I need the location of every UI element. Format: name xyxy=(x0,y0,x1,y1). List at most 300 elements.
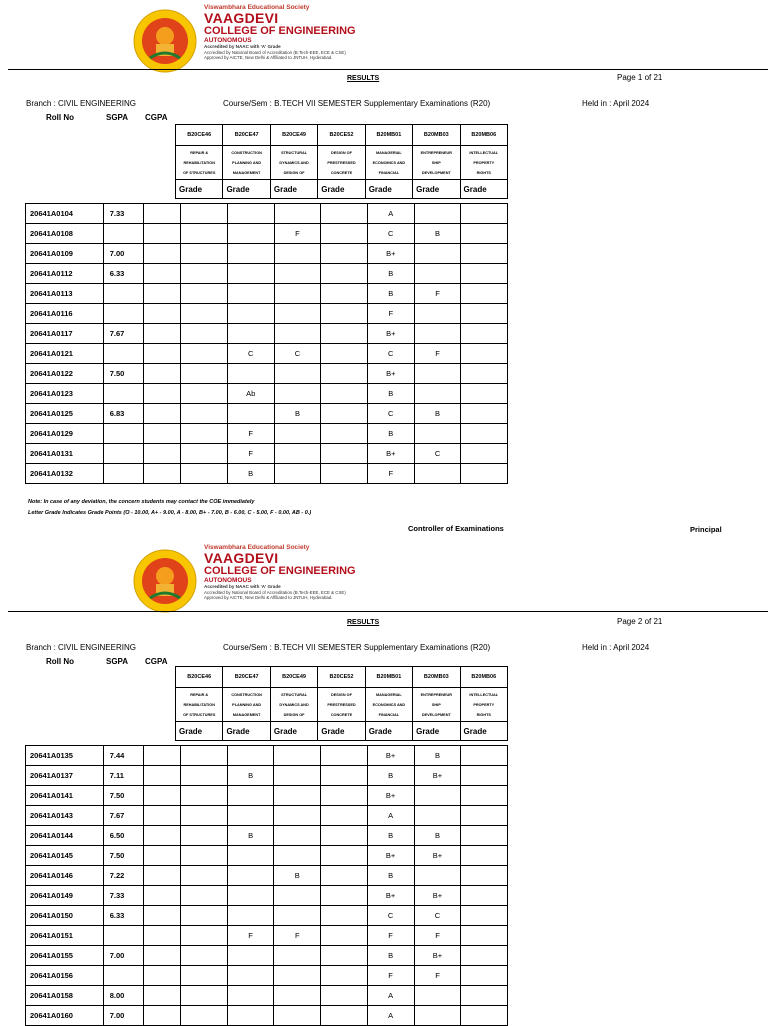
subject-name-line: CONCRETE xyxy=(330,712,353,717)
roll-number: 20641A0155 xyxy=(26,946,104,966)
college-logo-icon xyxy=(132,8,198,74)
subject-name-line: CONSTRUCTION xyxy=(231,692,262,697)
grade-cell xyxy=(461,344,508,364)
cgpa-value xyxy=(143,364,180,384)
grade-cell xyxy=(227,224,274,244)
grade-cell xyxy=(461,404,508,424)
grade-cell: F xyxy=(414,344,461,364)
grade-cell xyxy=(461,826,508,846)
roll-number: 20641A0129 xyxy=(26,424,104,444)
grade-header: Grade xyxy=(460,180,507,199)
grade-cell xyxy=(181,886,228,906)
subject-name-line: PRESTRESSED xyxy=(327,160,356,165)
table-row xyxy=(26,344,508,364)
grade-cell xyxy=(181,284,227,304)
grade-cell xyxy=(321,384,367,404)
grade-cell xyxy=(181,244,227,264)
grade-cell xyxy=(414,264,461,284)
sgpa-value: 7.11 xyxy=(103,766,143,786)
grade-cell xyxy=(181,224,227,244)
grade-cell xyxy=(414,204,461,224)
grade-cell: B xyxy=(367,284,414,304)
grade-cell xyxy=(274,364,321,384)
grade-cell: B xyxy=(414,746,461,766)
grade-cell: B xyxy=(367,866,414,886)
cgpa-value xyxy=(143,946,180,966)
grade-cell: F xyxy=(274,224,321,244)
cgpa-value xyxy=(143,404,180,424)
grade-cell xyxy=(461,424,508,444)
grade-cell xyxy=(227,966,274,986)
grade-cell: F xyxy=(227,424,274,444)
cgpa-value xyxy=(143,464,180,484)
cgpa-value xyxy=(143,866,180,886)
autonomous-label: AUTONOMOUS xyxy=(204,577,252,584)
grade-cell xyxy=(181,324,227,344)
roll-number: 20641A0150 xyxy=(26,906,104,926)
roll-number: 20641A0144 xyxy=(26,826,104,846)
grade-cell xyxy=(227,204,274,224)
grade-header: Grade xyxy=(270,180,317,199)
college-header xyxy=(132,544,372,604)
grade-cell xyxy=(227,786,274,806)
grade-cell xyxy=(321,204,367,224)
grade-cell: C xyxy=(227,344,274,364)
roll-number: 20641A0137 xyxy=(26,766,104,786)
roll-number: 20641A0145 xyxy=(26,846,104,866)
table-row xyxy=(26,926,508,946)
grade-cell: B xyxy=(227,464,274,484)
sgpa-value: 8.00 xyxy=(103,986,143,1006)
grade-cell xyxy=(227,304,274,324)
cgpa-value xyxy=(143,926,180,946)
grade-cell: B xyxy=(414,404,461,424)
grade-cell xyxy=(321,966,368,986)
sgpa-value xyxy=(103,344,143,364)
grade-cell xyxy=(461,866,508,886)
grade-cell: F xyxy=(414,926,461,946)
grade-cell xyxy=(321,926,368,946)
subject-name-line: REHABILITATION xyxy=(183,702,215,707)
table-row xyxy=(26,826,508,846)
grade-cell xyxy=(181,304,227,324)
sgpa-value xyxy=(103,424,143,444)
cgpa-value xyxy=(143,846,180,866)
grade-cell xyxy=(181,424,227,444)
grade-header: Grade xyxy=(365,722,412,741)
college-name-line1: VAAGDEVI xyxy=(204,10,279,26)
grade-cell xyxy=(414,1006,461,1026)
grade-cell xyxy=(321,324,367,344)
sgpa-value: 7.44 xyxy=(103,746,143,766)
cgpa-value xyxy=(143,746,180,766)
grade-cell: A xyxy=(367,204,414,224)
grade-cell: C xyxy=(367,404,414,424)
grade-cell: B xyxy=(367,766,414,786)
table-row xyxy=(26,1006,508,1026)
subject-code: B20CE46 xyxy=(176,125,223,146)
grade-cell: B+ xyxy=(367,244,414,264)
cgpa-value xyxy=(143,444,180,464)
college-name-line1: VAAGDEVI xyxy=(204,550,279,566)
grade-cell xyxy=(227,284,274,304)
sgpa-value xyxy=(103,284,143,304)
subject-name xyxy=(460,146,507,180)
sgpa-value: 6.83 xyxy=(103,404,143,424)
subject-name-line: STRUCTURAL xyxy=(281,692,308,697)
header-text xyxy=(204,4,374,61)
grade-cell: B xyxy=(274,404,321,424)
roll-number: 20641A0116 xyxy=(26,304,104,324)
roll-no-header: Roll No xyxy=(46,657,74,666)
cgpa-value xyxy=(143,906,180,926)
grade-cell xyxy=(461,384,508,404)
grade-cell xyxy=(321,846,368,866)
table-row xyxy=(26,766,508,786)
table-row xyxy=(26,324,508,344)
subject-name xyxy=(176,688,223,722)
grade-cell xyxy=(414,986,461,1006)
sgpa-value: 7.00 xyxy=(103,244,143,264)
cgpa-value xyxy=(143,224,180,244)
subject-code: B20CE46 xyxy=(176,667,223,688)
subject-name-line: DESIGN OF xyxy=(331,150,352,155)
grade-cell: B+ xyxy=(367,746,414,766)
grade-cell xyxy=(181,746,228,766)
roll-number: 20641A0143 xyxy=(26,806,104,826)
subject-name-line: FINANCIAL xyxy=(378,712,400,717)
page-number: Page 1 of 21 xyxy=(617,73,663,82)
grade-cell xyxy=(461,846,508,866)
grade-cell xyxy=(461,284,508,304)
table-row xyxy=(26,846,508,866)
table-row xyxy=(26,364,508,384)
grade-cell xyxy=(414,304,461,324)
grade-cell xyxy=(274,304,321,324)
cgpa-value xyxy=(143,304,180,324)
grade-cell xyxy=(181,766,228,786)
grade-cell xyxy=(461,304,508,324)
grade-cell xyxy=(321,284,367,304)
sgpa-value: 7.50 xyxy=(103,786,143,806)
grade-header: Grade xyxy=(318,722,365,741)
cgpa-value xyxy=(143,344,180,364)
sgpa-value xyxy=(103,464,143,484)
grade-cell xyxy=(274,746,321,766)
grade-cell xyxy=(274,324,321,344)
grade-cell xyxy=(461,746,508,766)
grade-cell xyxy=(414,786,461,806)
table-row xyxy=(26,866,508,886)
table-row xyxy=(26,384,508,404)
grade-cell: B xyxy=(367,264,414,284)
sgpa-value xyxy=(103,224,143,244)
grade-cell: F xyxy=(367,966,414,986)
subject-name-line: SHIP xyxy=(431,160,441,165)
grade-cell xyxy=(461,1006,508,1026)
grade-cell: C xyxy=(414,906,461,926)
subject-name-line: DESIGN OF xyxy=(331,692,352,697)
grade-cell xyxy=(321,906,368,926)
roll-number: 20641A0123 xyxy=(26,384,104,404)
grade-cell xyxy=(227,244,274,264)
grade-cell: B+ xyxy=(367,846,414,866)
grade-points-note: Letter Grade Indicates Grade Points (O - 10.00, A+ - 9.00, A - 8.00, B+ - 7.00, B - 6.00, C - 5.00, F - 0.00, AB - 0.) xyxy=(28,510,312,516)
grade-cell xyxy=(181,946,228,966)
grade-cell xyxy=(181,826,228,846)
grade-cell xyxy=(181,786,228,806)
grade-cell xyxy=(321,746,368,766)
grade-cell xyxy=(321,404,367,424)
grade-cell: A xyxy=(367,1006,414,1026)
grade-cell xyxy=(461,324,508,344)
grade-cell: B+ xyxy=(367,786,414,806)
branch-label: Branch : CIVIL ENGINEERING xyxy=(26,99,136,108)
table-row xyxy=(26,906,508,926)
grade-cell xyxy=(274,806,321,826)
grade-cell xyxy=(274,464,321,484)
subject-name-line: REHABILITATION xyxy=(183,160,215,165)
grade-cell xyxy=(274,966,321,986)
subject-name-line: ECONOMICS AND xyxy=(372,702,406,707)
roll-number: 20641A0121 xyxy=(26,344,104,364)
grade-cell xyxy=(461,204,508,224)
controller-signature: Controller of Examinations xyxy=(408,524,504,533)
roll-number: 20641A0104 xyxy=(26,204,104,224)
grade-header: Grade xyxy=(460,722,507,741)
sgpa-value: 7.50 xyxy=(103,364,143,384)
table-row xyxy=(26,404,508,424)
grade-cell xyxy=(227,364,274,384)
subject-name-line: DEVELOPMENT xyxy=(421,712,451,717)
subject-name-line: INTELLECTUAL xyxy=(469,150,499,155)
subject-name-line: DESIGN OF xyxy=(283,712,305,717)
subject-name-line: RIGHTS xyxy=(476,170,491,175)
subject-code: B20CE52 xyxy=(318,667,365,688)
subject-name-line: REPAIR & xyxy=(190,692,209,697)
grade-cell xyxy=(227,1006,274,1026)
grade-cell xyxy=(414,866,461,886)
grade-cell: B xyxy=(227,766,274,786)
grade-cell xyxy=(227,866,274,886)
grade-cell xyxy=(274,946,321,966)
subject-name xyxy=(270,688,317,722)
grade-cell xyxy=(227,324,274,344)
subject-name-line: SHIP xyxy=(431,702,441,707)
table-row xyxy=(26,464,508,484)
cgpa-value xyxy=(143,324,180,344)
grade-cell: F xyxy=(367,304,414,324)
roll-number: 20641A0122 xyxy=(26,364,104,384)
grade-cell: F xyxy=(367,464,414,484)
subject-name-line: ENTREPRENEUR xyxy=(420,150,453,155)
grade-cell xyxy=(414,324,461,344)
grade-cell xyxy=(181,364,227,384)
grade-cell xyxy=(321,806,368,826)
cgpa-value xyxy=(143,424,180,444)
header-text xyxy=(204,544,374,601)
subject-name xyxy=(318,146,365,180)
grade-cell xyxy=(321,304,367,324)
subject-name xyxy=(318,688,365,722)
deviation-note: Note: In case of any deviation, the concern students may contact the COE immediately xyxy=(28,499,255,505)
roll-number: 20641A0117 xyxy=(26,324,104,344)
grade-cell xyxy=(414,244,461,264)
sgpa-value xyxy=(103,384,143,404)
grade-cell xyxy=(274,244,321,264)
grade-cell xyxy=(321,244,367,264)
grade-cell xyxy=(321,866,368,886)
grade-cell xyxy=(321,786,368,806)
cgpa-value xyxy=(143,766,180,786)
subject-name-line: PROPERTY xyxy=(473,702,495,707)
subject-name-line: CONSTRUCTION xyxy=(231,150,262,155)
subject-name xyxy=(270,146,317,180)
grade-cell xyxy=(227,264,274,284)
grade-cell xyxy=(181,264,227,284)
grade-cell xyxy=(414,806,461,826)
grade-cell: F xyxy=(227,444,274,464)
table-row xyxy=(26,284,508,304)
subject-name-line: DYNAMICS AND xyxy=(279,160,309,165)
subject-name-line: OF STRUCTURES xyxy=(183,170,216,175)
college-logo-icon xyxy=(132,548,198,614)
sgpa-value: 6.50 xyxy=(103,826,143,846)
subject-name-line: PROPERTY xyxy=(473,160,495,165)
grade-cell xyxy=(461,264,508,284)
grade-cell xyxy=(414,424,461,444)
subject-name-line: CONCRETE xyxy=(330,170,353,175)
grade-header: Grade xyxy=(270,722,317,741)
grade-cell xyxy=(461,244,508,264)
subject-code: B20CE47 xyxy=(223,667,270,688)
grade-cell xyxy=(274,284,321,304)
grade-cell: B+ xyxy=(367,444,414,464)
autonomous-label: AUTONOMOUS xyxy=(204,37,252,44)
sgpa-value: 7.33 xyxy=(103,886,143,906)
subject-code: B20CE49 xyxy=(270,125,317,146)
grade-cell: A xyxy=(367,986,414,1006)
grade-cell xyxy=(321,264,367,284)
grade-cell xyxy=(181,204,227,224)
subject-code: B20MB06 xyxy=(460,667,507,688)
subject-name xyxy=(365,688,412,722)
roll-number: 20641A0135 xyxy=(26,746,104,766)
grade-cell: F xyxy=(274,926,321,946)
roll-number: 20641A0158 xyxy=(26,986,104,1006)
grade-cell: B xyxy=(414,826,461,846)
grade-cell: B+ xyxy=(367,324,414,344)
cgpa-header: CGPA xyxy=(145,657,168,666)
grade-cell xyxy=(181,986,228,1006)
table-row xyxy=(26,786,508,806)
cgpa-header: CGPA xyxy=(145,113,168,122)
grade-cell: B xyxy=(367,946,414,966)
subject-name-line: RIGHTS xyxy=(476,712,491,717)
grade-cell: B+ xyxy=(414,886,461,906)
results-table xyxy=(25,203,508,484)
course-label: Course/Sem : B.TECH VII SEMESTER Supplementary Examinations (R20) xyxy=(223,643,491,652)
approval-line: Approved by AICTE, New Delhi & Affiliated to JNTUH, Hyderabad. xyxy=(204,55,333,61)
grade-cell xyxy=(321,224,367,244)
subject-name-line: STRUCTURAL xyxy=(281,150,308,155)
subject-code: B20MB01 xyxy=(365,125,412,146)
subject-code: B20MB06 xyxy=(460,125,507,146)
roll-number: 20641A0131 xyxy=(26,444,104,464)
grade-cell xyxy=(414,384,461,404)
subject-code: B20MB03 xyxy=(413,667,460,688)
cgpa-value xyxy=(143,284,180,304)
grade-cell xyxy=(321,464,367,484)
grade-cell xyxy=(461,946,508,966)
grade-cell xyxy=(181,866,228,886)
held-label: Held in : April 2024 xyxy=(582,643,650,652)
grade-cell xyxy=(227,906,274,926)
subject-name-line: ECONOMICS AND xyxy=(372,160,406,165)
grade-header: Grade xyxy=(176,180,223,199)
grade-cell xyxy=(227,746,274,766)
grade-cell xyxy=(461,224,508,244)
sgpa-value xyxy=(103,304,143,324)
subject-name-line: MANAGERIAL xyxy=(376,150,402,155)
grade-cell xyxy=(274,986,321,1006)
subject-name-line: PRESTRESSED xyxy=(327,702,356,707)
sgpa-value: 7.22 xyxy=(103,866,143,886)
grade-header: Grade xyxy=(223,180,270,199)
header-divider xyxy=(8,611,768,612)
subject-header-table xyxy=(175,666,508,741)
grade-cell: C xyxy=(414,444,461,464)
grade-cell xyxy=(227,886,274,906)
roll-no-header: Roll No xyxy=(46,113,74,122)
sgpa-header: SGPA xyxy=(106,113,129,122)
nba-line: Accredited by National Board of Accreditation (B.Tech-EEE, ECE & CSE) xyxy=(204,589,346,595)
grade-cell xyxy=(321,986,368,1006)
subject-name xyxy=(413,688,460,722)
subject-code: B20MB03 xyxy=(413,125,460,146)
sgpa-value: 7.00 xyxy=(103,1006,143,1026)
subject-name xyxy=(176,146,223,180)
grade-cell xyxy=(181,384,227,404)
grade-cell xyxy=(181,846,228,866)
subject-name-line: DESIGN OF xyxy=(283,170,305,175)
nba-line: Accredited by National Board of Accreditation (B.Tech-EEE, ECE & CSE) xyxy=(204,49,346,55)
subject-code: B20CE47 xyxy=(223,125,270,146)
grade-cell xyxy=(321,424,367,444)
grade-cell xyxy=(321,1006,368,1026)
grade-cell xyxy=(321,886,368,906)
approval-line: Approved by AICTE, New Delhi & Affiliated to JNTUH, Hyderabad. xyxy=(204,595,333,601)
roll-number: 20641A0132 xyxy=(26,464,104,484)
roll-number: 20641A0149 xyxy=(26,886,104,906)
grade-cell: B+ xyxy=(414,846,461,866)
grade-cell xyxy=(181,464,227,484)
grade-cell xyxy=(181,906,228,926)
cgpa-value xyxy=(143,826,180,846)
naac-line: Accredited by NAAC with 'A' Grade xyxy=(204,584,281,589)
cgpa-value xyxy=(143,384,180,404)
grade-cell xyxy=(274,826,321,846)
grade-cell xyxy=(181,1006,228,1026)
table-row xyxy=(26,244,508,264)
held-label: Held in : April 2024 xyxy=(582,99,650,108)
branch-label: Branch : CIVIL ENGINEERING xyxy=(26,643,136,652)
sgpa-header: SGPA xyxy=(106,657,129,666)
grade-cell: C xyxy=(367,906,414,926)
subject-name xyxy=(365,146,412,180)
table-row xyxy=(26,966,508,986)
grade-cell xyxy=(181,806,228,826)
